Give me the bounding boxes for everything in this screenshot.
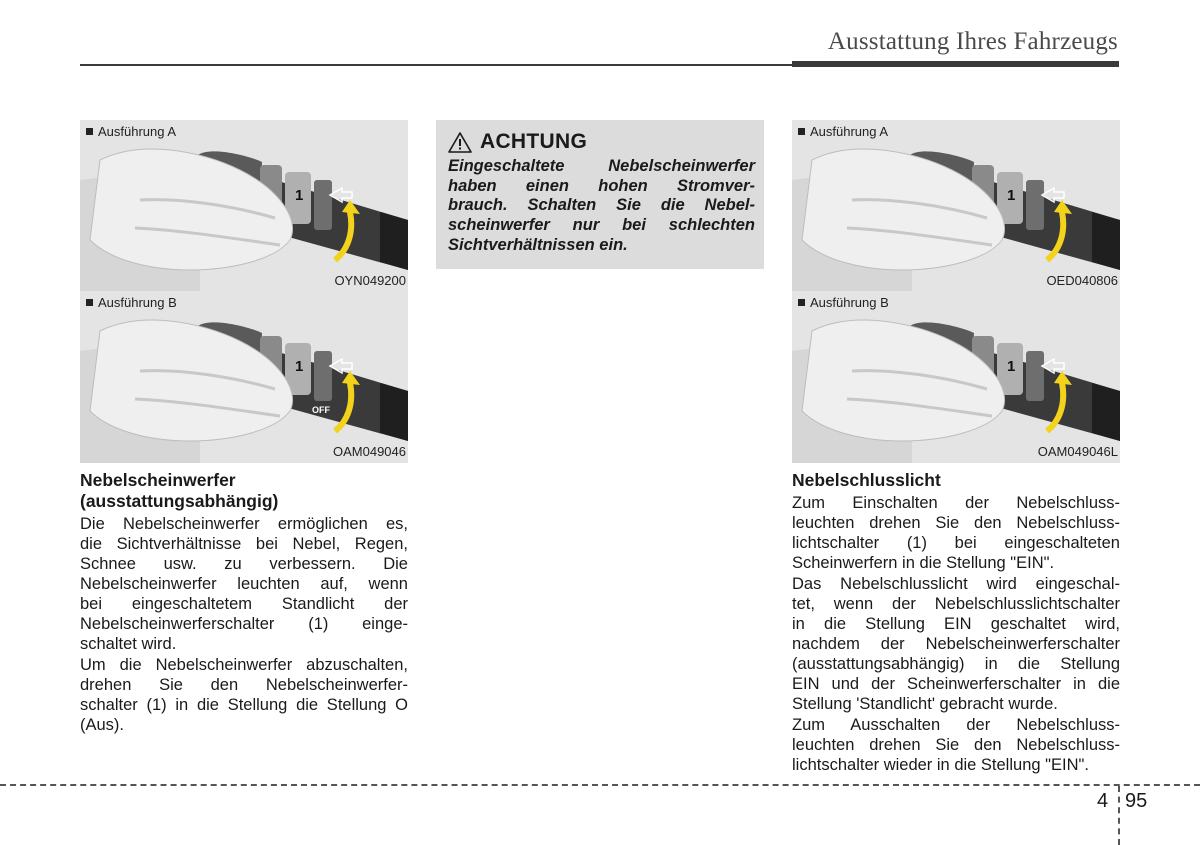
warning-line: haben einen hohen Stromver- [448,176,755,195]
figure-stalk-version-b-right [792,291,1120,463]
warning-line: Eingeschaltete Nebelscheinwerfer [448,157,755,175]
paragraph-rear-fog-on: Zum Einschalten der Nebelschluss- leuchten drehen Sie den Nebelschluss- lichtschalter (1) bei eingeschalteten Scheinwerfern in die Stellung "EIN". [792,494,1120,572]
section-title-rear-fog-light: Nebelschlusslicht [792,470,941,490]
figure-label: Ausführung A [798,124,888,139]
off-position-label: OFF [312,405,330,415]
figure-code: OAM049046 [333,444,406,459]
page-number-divider [1118,786,1120,845]
warning-header [448,130,587,154]
stalk-illustration [792,291,1120,463]
bullet-square-icon [798,299,805,306]
warning-triangle-icon [448,132,472,153]
figure-code: OAM049046L [1037,444,1118,459]
switch-number-label: 1 [295,358,304,375]
stalk-illustration [792,120,1120,292]
bullet-square-icon [798,128,805,135]
paragraph-fog-lights-intro: Die Nebelscheinwerfer ermöglichen es, die Sichtverhältnisse bei Nebel, Regen, Schnee usw. zu verbessern. Die Nebelscheinwerfer leuchten auf, wenn bei eingeschaltetem Standlicht der Nebelscheinwerferschalter (1) einge- schaltet wird. [80,515,408,653]
figure-code: OYN049200 [334,273,406,288]
stalk-illustration [80,120,408,292]
figure-stalk-version-a-left [80,120,408,292]
section-title-fog-lights: Nebelscheinwerfer (ausstattungsabhängig) [80,470,279,511]
warning-box [436,120,764,269]
figure-stalk-version-b-left [80,291,408,463]
figure-label: Ausführung B [798,295,889,310]
bullet-square-icon [86,299,93,306]
header-rule-accent [792,61,1119,67]
running-header-title: Ausstattung Ihres Fahrzeugs [827,28,1118,55]
chapter-number: 4 [1097,790,1109,812]
figure-label: Ausführung B [86,295,177,310]
paragraph-fog-lights-off: Um die Nebelscheinwerfer abzuschalten, drehen Sie den Nebelscheinwerfer- schalter (1) in die Stellung die Stellung O (Aus). [80,656,408,734]
switch-number-label: 1 [1007,187,1016,204]
footer-rule [0,784,1200,786]
paragraph-rear-fog-off: Zum Ausschalten der Nebelschluss- leuchten drehen Sie den Nebelschluss- lichtschalter wieder in die Stellung "EIN". [792,716,1120,774]
page-number: 95 [1125,790,1148,812]
warning-line: scheinwerfer nur bei schlechten [448,216,755,235]
warning-line: Sichtverhältnissen ein. [448,235,628,254]
bullet-square-icon [86,128,93,135]
stalk-illustration [80,291,408,463]
switch-number-label: 1 [295,187,304,204]
figure-code: OED040806 [1046,273,1118,288]
switch-number-label: 1 [1007,358,1016,375]
figure-stalk-version-a-right [792,120,1120,292]
warning-title: ACHTUNG [480,130,588,153]
warning-text [448,157,755,256]
warning-line: brauch. Schalten Sie die Nebel- [448,196,755,215]
figure-label: Ausführung A [86,124,176,139]
header-rule [80,64,792,66]
paragraph-rear-fog-condition: Das Nebelschlusslicht wird eingeschal- tet, wenn der Nebelschlusslichtschalter in die Stellung EIN geschaltet wird, nachdem der Nebelscheinwerferschalter (ausstattungsabhängig) in die Stellung EIN und der Scheinwerferschalter in die Stellung 'Standlicht' gebracht wurde. [792,575,1120,713]
